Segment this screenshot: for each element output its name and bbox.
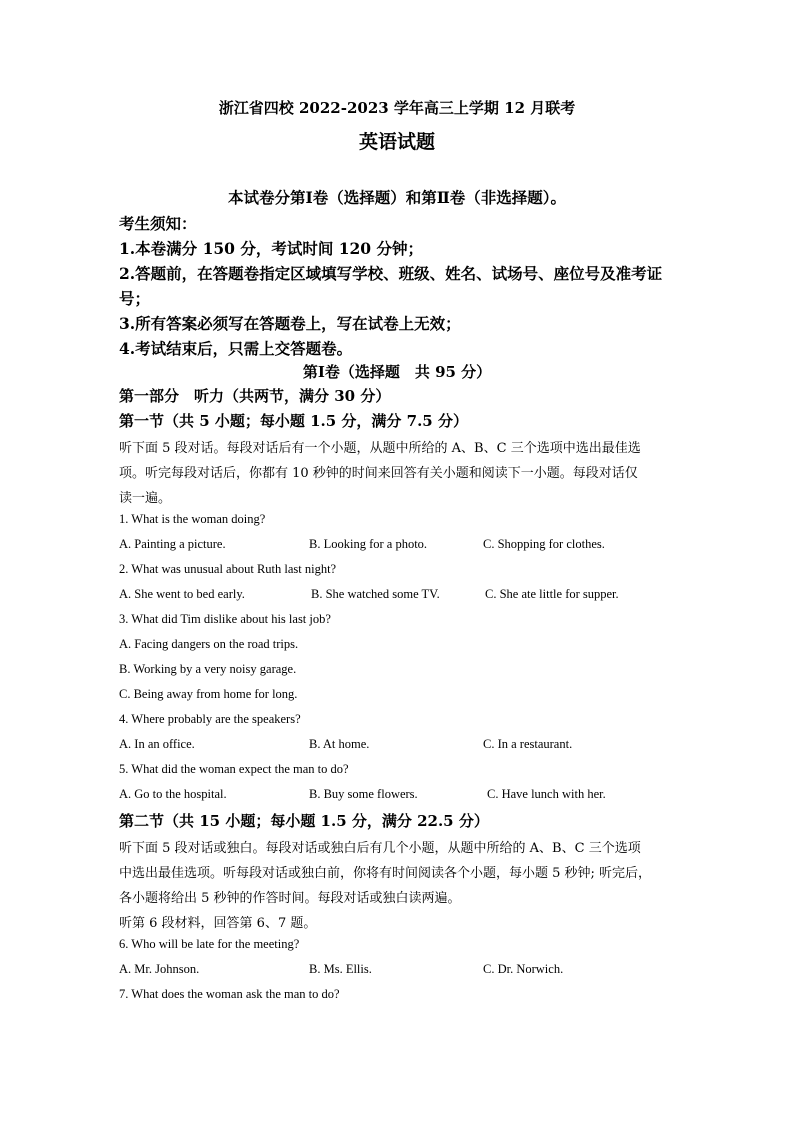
- section-title: 第一部分 听力（共两节，满分 30 分）: [119, 387, 391, 405]
- instruction-line: 听下面 5 段对话或独白。每段对话或独白后有几个小题，从题中所给的 A、B、C 三个选项: [119, 841, 641, 856]
- volume-title: 第Ⅰ卷（选择题 共 95 分）: [302, 363, 492, 381]
- option-a: A. Go to the hospital.: [119, 787, 227, 801]
- option-b: B. Buy some flowers.: [309, 787, 418, 801]
- option-a: A. Mr. Johnson.: [119, 962, 200, 976]
- question-stem: 3. What did Tim dislike about his last job?: [119, 612, 331, 626]
- subsection-title: 第二节（共 15 小题；每小题 1.5 分，满分 22.5 分）: [119, 812, 489, 830]
- option-a: A. In an office.: [119, 737, 195, 751]
- notice-rule: 号；: [119, 289, 151, 308]
- option-c: C. Being away from home for long.: [119, 687, 298, 701]
- instruction-line: 听下面 5 段对话。每段对话后有一个小题，从题中所给的 A、B、C 三个选项中选出最佳选: [119, 441, 641, 456]
- instruction-line: 读一遍。: [119, 491, 172, 506]
- option-a: A. Facing dangers on the road trips.: [119, 637, 299, 651]
- option-c: C. Dr. Norwich.: [483, 962, 564, 976]
- option-c: C. Have lunch with her.: [487, 787, 606, 801]
- instruction-line: 各小题将给出 5 秒钟的作答时间。每段对话或独白读两遍。: [119, 891, 461, 906]
- question-stem: 5. What did the woman expect the man to do?: [119, 762, 349, 776]
- instruction-line: 项。听完每段对话后，你都有 10 秒钟的时间来回答有关小题和阅读下一小题。每段对话仅: [119, 466, 638, 481]
- notice-rule: 3.所有答案必须写在答题卷上，写在试卷上无效；: [119, 314, 461, 333]
- paper-composition: 本试卷分第Ⅰ卷（选择题）和第Ⅱ卷（非选择题）。: [227, 188, 567, 207]
- option-c: C. In a restaurant.: [483, 737, 573, 751]
- question-stem: 7. What does the woman ask the man to do?: [119, 987, 340, 1001]
- notice-rule: 1.本卷满分 150 分，考试时间 120 分钟；: [119, 239, 423, 258]
- option-b: B. Working by a very noisy garage.: [119, 662, 297, 676]
- material-heading: 听第 6 段材料，回答第 6、7 题。: [119, 916, 317, 931]
- option-b: B. She watched some TV.: [311, 587, 440, 601]
- notice-rule: 2.答题前，在答题卷指定区域填写学校、班级、姓名、试场号、座位号及准考证: [119, 264, 663, 283]
- subsection-title: 第一节（共 5 小题；每小题 1.5 分，满分 7.5 分）: [119, 412, 468, 430]
- notice-title: 考生须知：: [119, 214, 197, 233]
- subject-title: 英语试题: [358, 131, 435, 153]
- instruction-line: 中选出最佳选项。听每段对话或独白前，你将有时间阅读各个小题，每小题 5 秒钟; 听完后，: [119, 866, 652, 881]
- option-c: C. Shopping for clothes.: [483, 537, 605, 551]
- question-stem: 1. What is the woman doing?: [119, 512, 266, 526]
- option-b: B. Looking for a photo.: [309, 537, 428, 551]
- question-stem: 6. Who will be late for the meeting?: [119, 937, 300, 951]
- option-a: A. Painting a picture.: [119, 537, 226, 551]
- question-stem: 4. Where probably are the speakers?: [119, 712, 301, 726]
- option-c: C. She ate little for supper.: [485, 587, 619, 601]
- option-b: B. At home.: [309, 737, 370, 751]
- option-b: B. Ms. Ellis.: [309, 962, 372, 976]
- notice-rule: 4.考试结束后，只需上交答题卷。: [119, 339, 353, 358]
- question-stem: 2. What was unusual about Ruth last night?: [119, 562, 337, 576]
- option-a: A. She went to bed early.: [119, 587, 245, 601]
- exam-header-title: 浙江省四校 2022-2023 学年高三上学期 12 月联考: [218, 99, 576, 117]
